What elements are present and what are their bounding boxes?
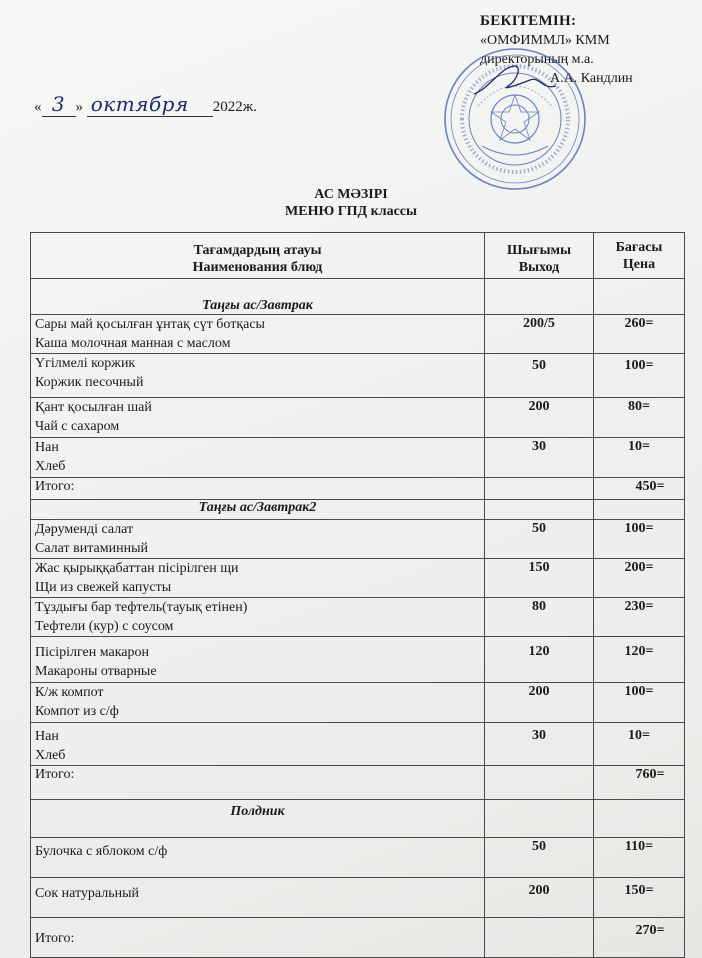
item-output: 50 [485,354,594,398]
table-row [31,598,685,637]
section-row [31,800,685,838]
header-price: Бағасы Цена [594,233,685,279]
item-price: 10= [594,438,685,478]
menu-table [30,232,685,958]
total-row [31,766,685,800]
approval-position: директорының м.а. [480,52,594,67]
item-price: 150= [594,878,685,918]
table-row [31,398,685,438]
date-close-quote: » [75,99,83,115]
date-month: октября [87,92,213,117]
item-name-cell: Сок натуральный [31,878,485,918]
table-row [31,723,685,766]
table-row [31,838,685,878]
total-value: 760= [594,766,685,800]
item-output: 200 [485,683,594,723]
header-name: Тағамдардың атауы Наименования блюд [31,233,485,279]
item-name-cell: Жас қырыққабаттан пісірілген щи Щи из свежей капусты [31,559,485,598]
item-price: 10= [594,723,685,766]
item-output: 200 [485,398,594,438]
item-name-cell: Пісірілген макарон Макароны отварные [31,637,485,683]
item-output: 30 [485,438,594,478]
item-price: 110= [594,838,685,878]
section-row [31,279,685,315]
menu-title-kz: АС МӘЗІРІ [314,187,388,202]
header-output: Шығымы Выход [485,233,594,279]
approval-org: «ОМФИММЛ» КММ [480,33,610,48]
total-label: Итого: [31,478,485,500]
date-year: 2022ж. [212,99,257,115]
item-price: 230= [594,598,685,637]
table-row [31,559,685,598]
item-name-cell: Үгілмелі коржик Коржик песочный [31,354,485,398]
item-price: 120= [594,637,685,683]
section-title: Полдник [31,800,485,838]
item-output: 120 [485,637,594,683]
total-label: Итого: [31,766,485,800]
item-name-cell: Қант қосылған шай Чай с сахаром [31,398,485,438]
approval-heading: БЕКІТЕМІН: [480,13,577,29]
total-row [31,478,685,500]
date-day: 3 [42,92,76,117]
table-row [31,520,685,559]
item-output: 30 [485,723,594,766]
section-title: Таңғы ас/Завтрак [31,279,485,315]
item-price: 200= [594,559,685,598]
table-row [31,637,685,683]
item-output: 150 [485,559,594,598]
item-name-cell: Нан Хлеб [31,438,485,478]
table-header-row [31,233,685,279]
section-row [31,500,685,520]
total-value: 270= [594,918,685,958]
item-name-cell: К/ж компот Компот из с/ф [31,683,485,723]
item-output: 200/5 [485,315,594,354]
item-name-cell: Тұздығы бар тефтель(тауық етінен) Тефтели (кур) с соусом [31,598,485,637]
item-name-cell: Дәруменді салат Салат витаминный [31,520,485,559]
approval-director-name: А.А. Кандлин [550,71,633,86]
menu-title-ru: МЕНЮ ГПД классы [285,204,417,219]
signature-icon [470,60,560,100]
date-open-quote: « [34,99,42,115]
total-value: 450= [594,478,685,500]
total-row [31,918,685,958]
item-name-cell: Нан Хлеб [31,723,485,766]
item-price: 80= [594,398,685,438]
item-output: 200 [485,878,594,918]
table-row [31,315,685,354]
item-output: 50 [485,520,594,559]
item-output: 80 [485,598,594,637]
table-row [31,354,685,398]
item-price: 100= [594,520,685,559]
item-output: 50 [485,838,594,878]
table-row [31,438,685,478]
item-name-cell: Булочка с яблоком с/ф [31,838,485,878]
section-title: Таңғы ас/Завтрак2 [31,500,485,520]
total-label: Итого: [31,918,485,958]
approval-date [34,92,257,117]
item-name-cell: Сары май қосылған ұнтақ сүт ботқасы Каша молочная манная с маслом [31,315,485,354]
item-price: 100= [594,354,685,398]
table-row [31,878,685,918]
item-price: 260= [594,315,685,354]
table-row [31,683,685,723]
item-price: 100= [594,683,685,723]
